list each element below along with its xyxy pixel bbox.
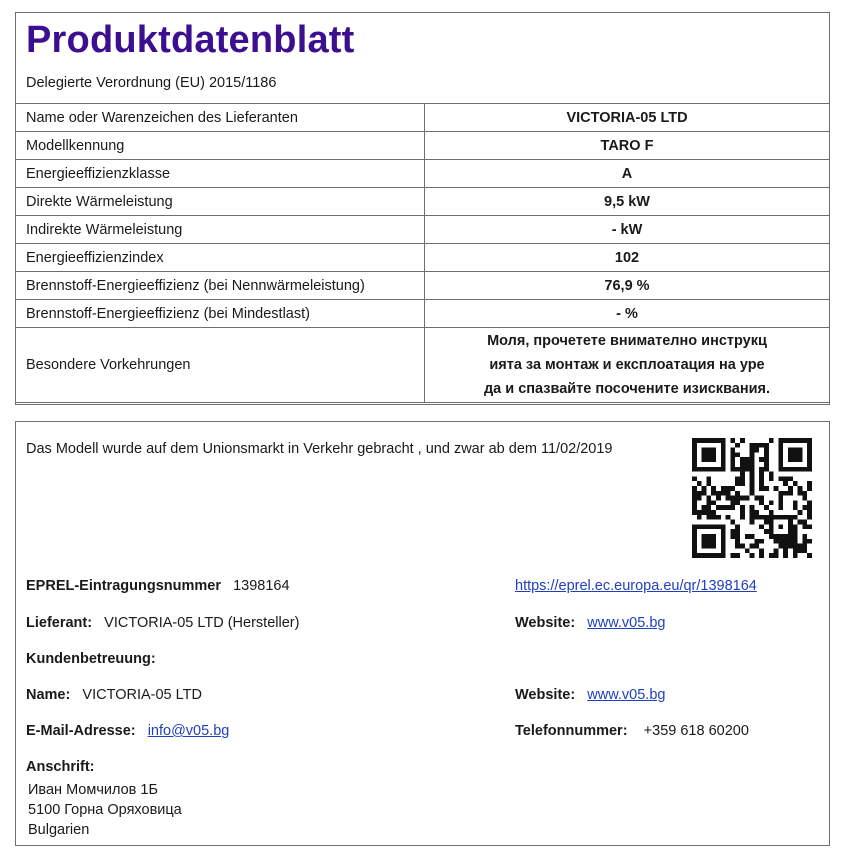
phone-label: Telefonnummer: (515, 723, 628, 739)
eprel-label: EPREL-Eintragungsnummer (26, 578, 221, 594)
qr-code-icon[interactable] (692, 438, 812, 558)
row-value: 102 (425, 244, 830, 272)
name-line (26, 687, 202, 703)
website-line-2 (515, 687, 665, 703)
row-label: Brennstoff-Energieeffizienz (bei Nennwärmeleistung) (16, 272, 425, 300)
name-value: VICTORIA-05 LTD (82, 687, 202, 703)
email-label: E-Mail-Adresse: (26, 723, 136, 739)
row-value: - kW (425, 216, 830, 244)
row-value: 76,9 % (425, 272, 830, 300)
table-row (16, 104, 830, 132)
eprel-number: 1398164 (233, 578, 290, 594)
regulation-subtitle: Delegierte Verordnung (EU) 2015/1186 (26, 75, 277, 91)
info-panel (15, 421, 830, 846)
supplier-line (26, 615, 299, 631)
precautions-line: Моля, прочетете внимателно инструкц (487, 333, 767, 349)
table-row (16, 216, 830, 244)
precautions-line: ията за монтаж и експлоатация на уре (489, 357, 765, 373)
table-row (16, 132, 830, 160)
eprel-line (26, 578, 290, 594)
eprel-link[interactable]: https://eprel.ec.europa.eu/qr/1398164 (515, 578, 757, 594)
website-label: Website: (515, 615, 576, 631)
row-value: VICTORIA-05 LTD (425, 104, 830, 132)
email-line (26, 723, 229, 739)
row-label: Besondere Vorkehrungen (16, 328, 425, 403)
row-value: A (425, 160, 830, 188)
website-line-1 (515, 615, 665, 631)
email-link[interactable]: info@v05.bg (147, 723, 230, 739)
row-value: 9,5 kW (425, 188, 830, 216)
phone-value: +359 618 60200 (643, 723, 749, 739)
website-label: Website: (515, 687, 576, 703)
address-label: Anschrift: (26, 759, 95, 775)
page-title: Produktdatenblatt (26, 19, 355, 61)
row-value: - % (425, 300, 830, 328)
table-row (16, 272, 830, 300)
row-label: Indirekte Wärmeleistung (16, 216, 425, 244)
row-label: Energieeffizienzklasse (16, 160, 425, 188)
spec-table (15, 103, 830, 403)
address-line: Bulgarien (28, 822, 90, 838)
market-date-text: Das Modell wurde auf dem Unionsmarkt in Verkehr gebracht , und zwar ab dem 11/02/2019 (26, 441, 613, 457)
precautions-text (425, 328, 830, 403)
table-row (16, 188, 830, 216)
name-label: Name: (26, 687, 71, 703)
product-datasheet-panel (15, 12, 830, 405)
address-line: 5100 Горна Оряховица (28, 802, 182, 818)
table-row (16, 160, 830, 188)
website-link[interactable]: www.v05.bg (587, 687, 666, 703)
supplier-value: VICTORIA-05 LTD (Hersteller) (104, 615, 300, 631)
table-row (16, 300, 830, 328)
row-value: TARO F (425, 132, 830, 160)
row-label: Name oder Warenzeichen des Lieferanten (16, 104, 425, 132)
row-label: Modellkennung (16, 132, 425, 160)
row-label: Brennstoff-Energieeffizienz (bei Mindestlast) (16, 300, 425, 328)
phone-line (515, 723, 749, 739)
address-line: Иван Момчилов 1Б (28, 782, 158, 798)
table-row-special-precautions (16, 328, 830, 403)
precautions-line: да и спазвайте посочените изисквания. (483, 381, 771, 397)
website-link[interactable]: www.v05.bg (587, 615, 666, 631)
customer-service-label: Kundenbetreuung: (26, 651, 156, 667)
row-label: Energieeffizienzindex (16, 244, 425, 272)
supplier-label: Lieferant: (26, 615, 93, 631)
table-row (16, 244, 830, 272)
row-label: Direkte Wärmeleistung (16, 188, 425, 216)
address-block (28, 780, 182, 840)
